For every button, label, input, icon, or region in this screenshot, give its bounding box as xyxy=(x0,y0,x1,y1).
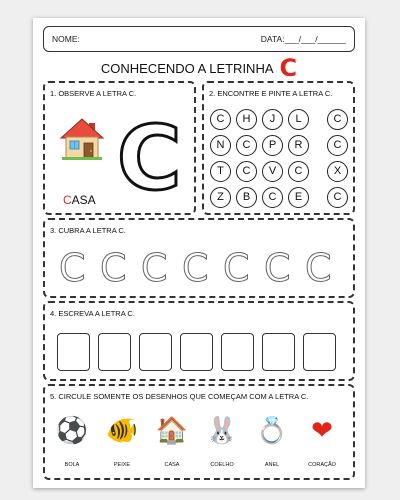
trace-letter[interactable]: C xyxy=(59,246,86,290)
letter-circle[interactable]: P xyxy=(262,135,283,156)
letter-circle[interactable]: J xyxy=(262,109,283,130)
section-observe-label: 1. OBSERVE A LETRA C. xyxy=(50,89,137,98)
picture-label: CASA xyxy=(164,462,180,468)
trace-letter[interactable]: C xyxy=(223,246,250,290)
picture-label: ANEL xyxy=(264,462,280,468)
letter-circle[interactable]: R xyxy=(288,135,309,156)
fish-icon[interactable]: 🐠 xyxy=(105,415,139,445)
letter-circle[interactable]: L xyxy=(288,109,309,130)
section-write xyxy=(43,301,355,381)
word-rest: ASA xyxy=(71,193,96,207)
letter-circle[interactable]: C xyxy=(288,161,309,182)
section-circle-pictures xyxy=(43,384,355,480)
trace-letter[interactable]: C xyxy=(100,246,127,290)
letter-circle[interactable]: E xyxy=(288,187,309,208)
letter-circle[interactable]: C xyxy=(327,109,348,130)
rabbit-icon[interactable]: 🐰 xyxy=(205,415,239,445)
letter-circle[interactable]: N xyxy=(210,135,231,156)
section-find-label: 2. ENCONTRE E PINTE A LETRA C. xyxy=(209,89,333,98)
letter-circle[interactable]: H xyxy=(236,109,257,130)
writing-box[interactable] xyxy=(262,333,295,371)
letter-circle[interactable]: C xyxy=(236,135,257,156)
section-trace xyxy=(43,218,355,298)
letter-circle[interactable]: Z xyxy=(210,187,231,208)
date-field-label[interactable]: DATA:___/___/______ xyxy=(260,34,346,44)
letter-circle[interactable]: C xyxy=(236,161,257,182)
writing-box[interactable] xyxy=(221,333,254,371)
picture-label: PEIXE xyxy=(113,462,131,468)
big-outline-letter: C xyxy=(117,107,182,210)
page-title xyxy=(33,55,365,81)
letter-circle[interactable]: V xyxy=(262,161,283,182)
writing-box[interactable] xyxy=(98,333,131,371)
letter-circle[interactable]: C xyxy=(262,187,283,208)
picture-label: CORAÇÃO xyxy=(308,462,336,468)
soccer-ball-icon[interactable]: ⚽ xyxy=(55,415,89,445)
name-field-label[interactable]: NOME: xyxy=(52,34,80,44)
letter-circle[interactable]: C xyxy=(327,187,348,208)
trace-letter[interactable]: C xyxy=(305,246,332,290)
trace-letter[interactable]: C xyxy=(141,246,168,290)
section-write-label: 4. ESCREVA A LETRA C. xyxy=(50,309,135,318)
trace-letter[interactable]: C xyxy=(182,246,209,290)
heart-icon[interactable]: ❤ xyxy=(311,415,333,445)
trace-letter[interactable]: C xyxy=(264,246,291,290)
writing-box[interactable] xyxy=(57,333,90,371)
house-icon xyxy=(59,116,105,162)
letter-circle[interactable]: X xyxy=(327,161,348,182)
header-fields xyxy=(43,26,355,52)
section-trace-label: 3. CUBRA A LETRA C. xyxy=(50,226,126,235)
section-circle-label: 5. CIRCULE SOMENTE OS DESENHOS QUE COMEÇAM COM A LETRA C. xyxy=(50,392,309,401)
ring-icon[interactable]: 💍 xyxy=(255,415,289,445)
word-first-letter: C xyxy=(63,193,72,207)
word-casa xyxy=(63,193,96,207)
worksheet-page xyxy=(33,18,365,488)
writing-box[interactable] xyxy=(139,333,172,371)
picture-label: BOLA xyxy=(64,462,80,468)
writing-box[interactable] xyxy=(303,333,336,371)
section-find-and-paint xyxy=(202,81,355,215)
page-title-text: CONHECENDO A LETRINHA xyxy=(100,61,274,76)
house-icon[interactable]: 🏠 xyxy=(155,415,189,445)
letter-circle[interactable]: C xyxy=(327,135,348,156)
writing-box[interactable] xyxy=(180,333,213,371)
letter-circle[interactable]: B xyxy=(236,187,257,208)
section-observe xyxy=(43,81,196,215)
letter-circle[interactable]: C xyxy=(210,109,231,130)
title-letter: C xyxy=(279,54,298,82)
letter-circle[interactable]: T xyxy=(210,161,231,182)
picture-label: COELHO xyxy=(210,462,234,468)
